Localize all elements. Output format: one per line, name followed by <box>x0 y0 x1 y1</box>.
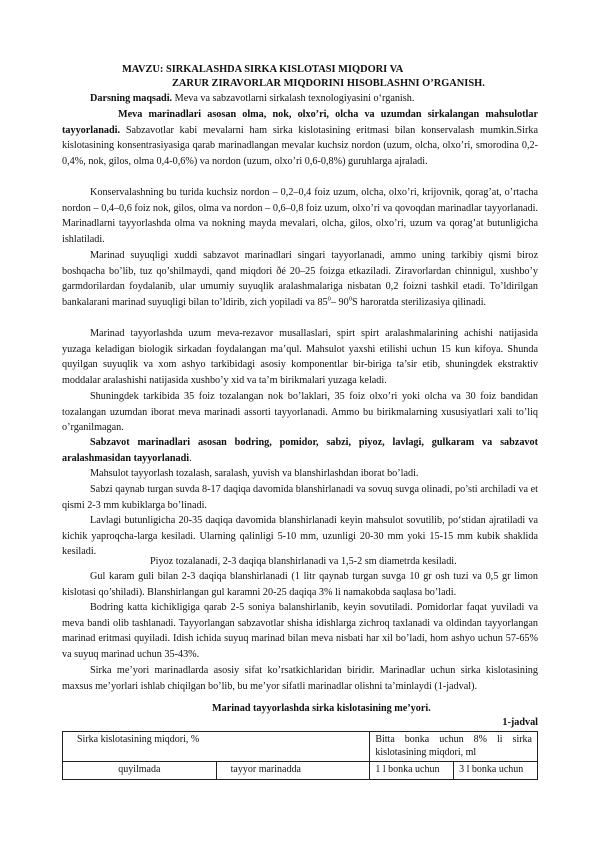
table-header-volume: Bitta bonka uchun 8% li sirka kislotasining miqdori, ml <box>370 732 538 762</box>
paragraph-1-lead: Meva marinadlari asosan olma, nok, olxo’ri, olcha va uzumdan sirkalangan mahsulotlar tayyorlanadi. <box>62 109 538 136</box>
paragraph-7: Mahsulot tayyorlash tozalash, saralash, yuvish va blanshirlashdan iborat bo’ladi. <box>90 468 419 479</box>
table-sub-ready: tayyor marinadda <box>216 762 370 780</box>
lesson-aim <box>90 91 538 107</box>
paragraph-8: Sabzi qaynab turgan suvda 8-17 daqiqa davomida blanshirlanadi va sovuq suvga olinadi, po’sti archiladi va et qismi 2-3 mm kubiklarga bo’linadi. <box>62 484 538 511</box>
table-subheader-row <box>63 762 538 780</box>
title-line-1: MAVZU: SIRKALASHDA SIRKA KISLOTASI MIQDORI VA <box>122 64 404 75</box>
paragraph-1-text: Sabzavotlar kabi mevalarni ham sirka kislotasining eritmasi bilan konservalash mumkin.Sirka kislotasining konsentrasiyasiga qarab marinadlangan mevalar kuchsiz nordon (uzum, olcha, olxo’ri, smorodina 0,2-0,4%, nok, gilos, olma 0,4-0,6%) va nordon (uzum, olxo’ri 0,6-0,8%) guruhlarga ajraladi. <box>62 124 538 167</box>
aim-text: Meva va sabzavotlarni sirkalash texnologiyasini o‘rganish. <box>172 93 415 104</box>
table-sub-poured: quyilmada <box>63 762 217 780</box>
table-number: 1-jadval <box>502 717 538 728</box>
paragraph-3 <box>62 248 538 310</box>
paragraph-11: Gul karam guli bilan 2-3 daqiqa blanshirlanadi (1 litr qaynab turgan suvga 10 gr osh tuzi va 0,5 gr limon kislotasi qo’shiladi). Blanshirlangan gul karamni 20-25 daqiqa 3% li namakobda saqlasa bo’ladi. <box>62 571 538 598</box>
paragraph-9: Lavlagi butunligicha 20-35 daqiqa davomida blanshirlanadi keyin mahsulot sovutilib, po‘stidan ajratiladi va kichik yaproqcha-larga kesiladi. Ularning qalinligi 5-10 mm, uzunligi 20-30 mm yoki 15-15 mm kubik shaklida kesiladi. <box>62 515 538 558</box>
paragraph-2: Konservalashning bu turida kuchsiz nordon – 0,2–0,4 foiz uzum, olcha, olxo’ri, krijovnik, qorag’at, o’rtacha nordon – 0,4–0,6 foiz nok, gilos, olma va nordon – 0,6–0,8 foiz uzum, olxo’ri va qovoqdan marinadlar tayyorlanadi. Marinadlarni tayyorlashda olma va nokning mayda mevalari, olcha, gilos, olxo’ri, uzum va qorag’at butunligicha ishlatiladi. <box>62 187 538 245</box>
paragraph-12: Bodring katta kichikligiga qarab 2-5 soniya balanshirlanib, keyin sovutiladi. Pomidorlar faqat yuviladi va meva bandi olib tashlanadi. Tayyorlangan sabzavotlar shisha idishlarga zichroq taxlanadi va oldindan tayyorlangan marinad eritmasi quyiladi. Idish ichida suyuq marinad bilan meva nisbati har xil bo’ladi, hom ashyo uchun 57-65% va suyuq marinad uchun 35-43%. <box>62 602 538 660</box>
paragraph-5: Shuningdek tarkibida 35 foiz tozalangan nok bo’laklari, 35 foiz olxo’ri yoki olcha va 30 foiz bandidan tozalangan uzumdan iborat meva marinadi assorti tayyorlanadi. Ammo bu birikmalarning xususiyatlari xali to’liq o’rganilmagan. <box>62 391 538 434</box>
table-sub-1l: 1 l bonka uchun <box>370 762 454 780</box>
paragraph-6-lead: Sabzavot marinadlari asosan bodring, pomidor, sabzi, piyoz, lavlagi, gulkaram va sabzavot aralashmasidan tayyorlanadi <box>62 437 538 464</box>
paragraph-4: Marinad tayyorlashda uzum meva-rezavor musallaslari, spirt spirt aralashmalarining achishi natijasida yuzaga keladigan biologik sirkadan foydalangan ma’qul. Mahsulot yaxshi etilishi uchun 15 kun kifoya. Shunda quyilgan suyuqlik va xom ashyo tarkibidagi asosiy komponentlar bir-biriga ta’sir etib, shuningdek ekstraktiv moddalar aralashishi natijasida xushbo’y xid va ta’m birikmalari yuzaga keladi. <box>62 328 538 386</box>
paragraph-6-dot: . <box>189 452 192 464</box>
paragraph-3-text-c: S haroratda sterilizasiya qilinadi. <box>351 296 487 308</box>
paragraph-3-text-b: – 90 <box>330 296 349 308</box>
table-header-acid: Sirka kislotasining miqdori, % <box>63 732 370 762</box>
acid-norm-table <box>62 731 538 780</box>
table-header-row <box>63 732 538 762</box>
paragraph-10: Piyoz tozalanadi, 2-3 daqiqa blanshirlanadi va 1,5-2 sm diametrda kesiladi. <box>150 556 457 567</box>
paragraph-6 <box>62 435 538 466</box>
paragraph-13: Sirka me’yori marinadlarda asosiy sifat ko’rsatkichlaridan biridir. Marinadlar uchun sirka kislotasining maxsus me’yorlari ishlab chiqilgan bo’lib, bu me’yor sifatli marinadlar olishni ta’minlaydi (1-jadval). <box>62 665 538 692</box>
title-line-2: ZARUR ZIRAVORLAR MIQDORINI HISOBLASHNI O’RGANISH. <box>172 78 485 89</box>
aim-label: Darsning maqsadi. <box>90 93 173 104</box>
table-sub-3l: 3 l bonka uchun <box>454 762 538 780</box>
table-title: Marinad tayyorlashda sirka kislotasining me’yori. <box>212 703 431 714</box>
paragraph-3-text-a: Marinad suyuqligi xuddi sabzavot marinadlari singari tayyorlanadi, ammo uning tarkibiy qismi biroz boshqacha bo’lib, tuz qo’shilmaydi, qand miqdori ðé 20–25 foizga etkaziladi. Ziravorlardan chinnigul, xushbo’y garmdorilardan foydalanib, ular umumiy suyuqlik aralashmalariga nisbatan 0,2 foizni tashkil etadi. To’ldirilgan bankalarani marinad suyuqligi bilan to’ldirib, zich yopiladi va 85 <box>62 250 538 308</box>
paragraph-1 <box>62 107 538 169</box>
degree-sup-2: 0 <box>348 295 352 303</box>
degree-sup-1: 0 <box>327 295 331 303</box>
